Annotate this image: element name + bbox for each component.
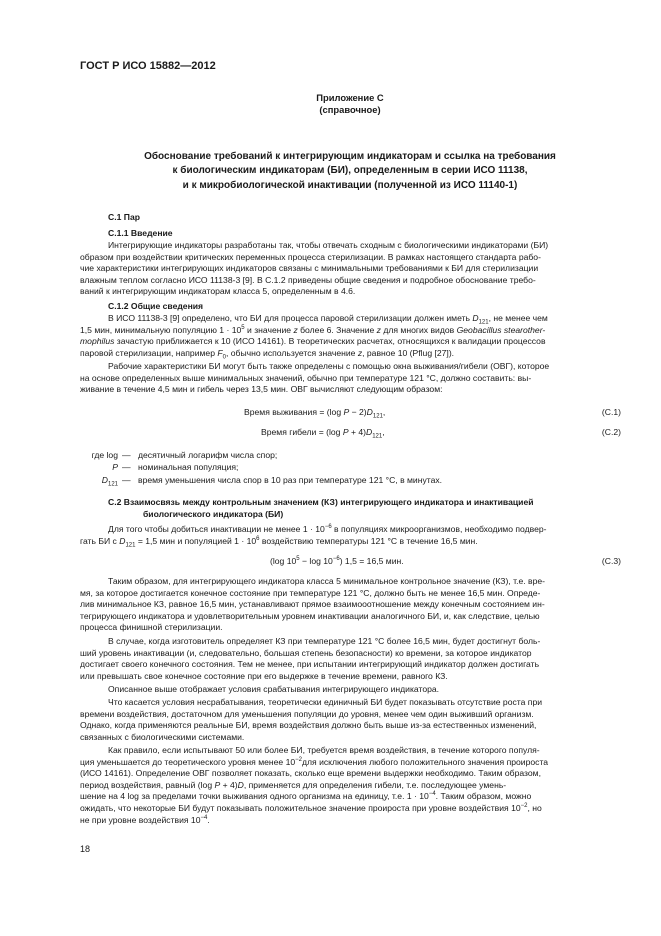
text-line: чие характеристики интегрирующих индикаторов связаны с минимальными требованиями к БИ для стерилизации: [80, 263, 539, 274]
text-line: гать БИ с $D_{121} = 1,5$ мин и популяцией $1 \cdot 10^6$ воздействию температуры 121 °С в течение 16,5 мин.: [80, 535, 478, 549]
definition-term: где log: [91, 450, 118, 460]
appendix-heading: [80, 92, 620, 116]
formula-c3-expression: (log $10^5 - \log 10^{-6}$) 1,5 = 16,5 мин.: [270, 556, 404, 566]
definition-dash: —: [122, 462, 131, 472]
paragraph-c2-6: [80, 745, 621, 826]
paragraph-general-2: [80, 361, 621, 396]
section-c12-heading: С.1.2 Общие сведения: [108, 301, 204, 311]
text-line: Как правило, если испытывают 50 или более БИ, требуется время воздействия, в течение которого популя-: [108, 745, 540, 755]
text-line: ция уменьшается до теоретического уровня менее $10^{-2}для$ исключения любого положительного значения проироста: [80, 756, 549, 767]
formula-c2: [80, 427, 621, 439]
title-line-1: Обоснование требований к интегрирующим индикаторам и ссылка на требования: [144, 151, 556, 162]
document-header: ГОСТ Р ИСО 15882—2012: [80, 60, 216, 72]
title-line-2: к биологическим индикаторам (БИ), определенным в серии ИСО 11138,: [172, 165, 528, 177]
text-line: Однако, когда применяются реальные БИ, время воздействия должно быть выше из-за естественных изменений,: [80, 720, 537, 731]
definition-dash: —: [122, 475, 131, 485]
text-line: времени воздействия, достаточном для уменьшения популяции до уровня, менее чем один выживший организм.: [80, 708, 534, 719]
section-c11-heading: С.1.1 Введение: [108, 228, 173, 238]
formula-c2-number: (С.2): [601, 427, 621, 437]
text-line: Что касается условия несрабатывания, теоретически единичный БИ будет показывать отсутствие роста при: [108, 697, 543, 707]
text-line: связанных с биологическими системами.: [80, 731, 245, 742]
definition-term: $D_{121}$: [101, 475, 118, 488]
text-line: В случае, когда изготовитель определяет КЗ при температуре 121 °С более 16,5 мин, будет достигнут боль-: [108, 636, 541, 646]
text-line: Для того чтобы добиться инактивации не менее $1 \cdot 10^{-6}$ в популяциях микроорганизмов, необходимо подвер-: [108, 524, 547, 534]
text-line: (ИСО 14161). Определение ОВГ позволяет показать, сколько еще времени выдержки необходимо. Таким образом,: [80, 768, 541, 779]
page-number: 18: [80, 844, 91, 854]
paragraph-general-1: [80, 313, 621, 359]
text-line: лив минимальное КЗ, равное 16,5 мин, устанавливают прямое взаимооотношение между конечным состоянием ин-: [80, 599, 545, 610]
paragraph-c2-5: [80, 697, 621, 743]
text-line: Интегрирующие индикаторы разработаны так, чтобы отвечать сходным с биологическими индикаторами (БИ): [108, 240, 549, 250]
text-line: ший уровень инактивации (и, следовательно, большая степень безопасности) ко времени, за которое индикатор: [80, 647, 532, 658]
text-line: ожидать, что некоторые БИ будут показывать положительное значение проироста при уровне воздействия $10^{-2}$, но: [80, 802, 542, 813]
definition-dash: —: [122, 450, 131, 460]
definition-d121: [80, 475, 621, 487]
formula-c1-number: (С.1): [601, 407, 621, 417]
paragraph-intro: [80, 240, 621, 298]
text-line: тегрирующего индикатора и удовлетворительным уровнем инактивации аналогичного БИ, и, как следствие, целью: [80, 610, 540, 621]
definition-p: [80, 462, 621, 474]
text-line: влажным теплом согласно ИСО 11138-3 [9]. В С.1.2 приведены общие сведения и подробное обоснование требо-: [80, 274, 536, 285]
text-line: Таким образом, для интегрирующего индикатора класса 5 минимальное контрольное значение (КЗ), т.е. вре-: [108, 576, 546, 586]
paragraph-c2-4: [80, 684, 621, 696]
text-line: ваний к интегрирующим индикаторам класса 5, определенным в 4.6.: [80, 286, 356, 297]
formula-c1-expression: Время выживания = (log $P - 2)D_{121}$,: [244, 407, 386, 420]
text-line: процесса финишной стерилизации.: [80, 622, 223, 633]
text-line: 1,5 мин, минимальную популяцию $1 \cdot 10^5$ и значение z более 6. Значение z для многих видов Geobacillus stearother-: [80, 324, 546, 335]
text-line: паровой стерилизации, например $F_0$, обычно используется значение z, равное 10 (Pflug [27]).: [80, 347, 455, 361]
definition-log: [80, 450, 621, 462]
text-line: шение на 4 log за пределами точки выживания одного организма на единицу, т.е. $1 \cdot 10^{-4}$. Таким образом, можно: [80, 791, 532, 802]
formula-c3: [80, 556, 621, 568]
text-line: не при уровне воздействия $10^{-4}$.: [80, 814, 210, 825]
paragraph-c2-3: [80, 636, 621, 682]
paragraph-c2-1: [80, 524, 621, 547]
appendix-title: [80, 150, 620, 193]
section-c2-heading-line-1: С.2 Взаимосвязь между контрольным значением (КЗ) интегрирующего индикатора и инактивацией: [108, 497, 534, 507]
definition-text: номинальная популяция;: [138, 462, 239, 472]
title-line-3: и к микробиологической инактивации (полученной из ИСО 11140-1): [182, 179, 518, 191]
section-c1-heading: С.1 Пар: [108, 212, 140, 222]
text-line: мя, за которое достигается конечное состояние при температуре 121 °С, должно быть не менее 16,5 мин. Опреде-: [80, 587, 541, 598]
formula-c1: [80, 407, 621, 419]
text-line: достигает своего конечного состояния. Тем не менее, при испытании интегрирующий индикатор должен достигать: [80, 659, 540, 670]
text-line: период воздействия, равный (log P + 4)D, применяется для определения гибели, т.е. последующее умень-: [80, 779, 507, 790]
paragraph-c2-2: [80, 576, 621, 634]
text-line: В ИСО 11138-3 [9] определено, что БИ для процесса паровой стерилизации должен иметь $D_{121}$, не менее чем: [108, 313, 548, 326]
formula-c2-expression: Время гибели = (log $P + 4)D_{121}$,: [261, 427, 385, 440]
text-line: Рабочие характеристики БИ могут быть также определены с помощью окна выживания/гибели (ОВГ), которое: [108, 361, 550, 371]
section-c2-heading-line-2: биологического индикатора (БИ): [143, 508, 284, 519]
text-line: образом при воздействии критических переменных процесса стерилизации. В рамках настоящего стандарта рабо-: [80, 251, 541, 262]
text-line: или превышать свое конечное состояние при его выдержке в течение времени, равного КЗ.: [80, 670, 448, 681]
definition-text: время уменьшения числа спор в 10 раз при температуре 121 °С, в минутах.: [138, 475, 443, 485]
text-line: живание в течение 4,5 мин и гибель через 13,5 мин. ОВГ вычисляют следующим образом:: [80, 384, 443, 395]
appendix-type: (справочное): [319, 104, 381, 115]
text-line: на основе определенных выше минимальных значений, обычно при температуре 121 °С, должно составить: вы-: [80, 372, 532, 383]
text-line: mophilus зачастую приближается к 10 (ИСО 14161). В теоретических расчетах, относящихся к валидации процессов: [80, 336, 546, 347]
text-line: Описанное выше отображает условия срабатывания интегрирующего индикатора.: [108, 684, 440, 694]
definition-text: десятичный логарифм числа спор;: [138, 450, 278, 460]
appendix-label: Приложение С: [316, 92, 384, 103]
formula-c3-number: (С.3): [601, 556, 621, 566]
section-c2-heading: [108, 497, 621, 520]
definition-term: P: [112, 462, 118, 472]
